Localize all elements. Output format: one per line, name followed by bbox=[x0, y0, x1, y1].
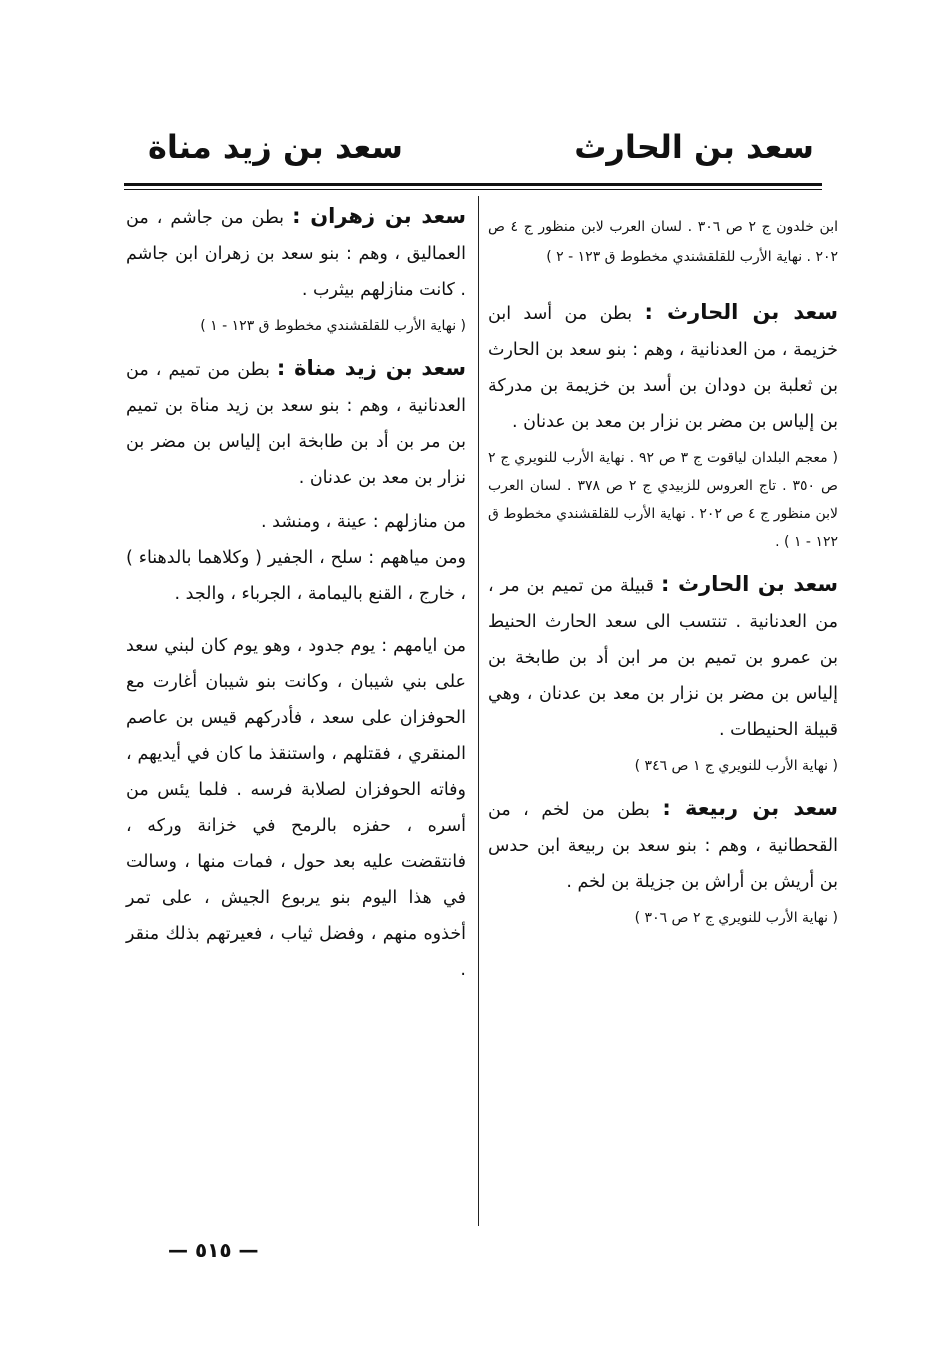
entry-paragraph-waters: ومن مياههم : سلح ، الجفير ( وكلاهما بالدهناء ) ، خارج ، القنع باليمامة ، الجرباء ، والجد . bbox=[126, 548, 466, 604]
entry-body: قبيلة من تميم بن مر ، من العدنانية . تنتسب الى سعد الحارث الحنيط بن عمرو بن تميم بن مر ابن أد بن طابخة بن إلياس بن مضر بن نزار بن معد بن عدنان ، وهي قبيلة الحنيطات . bbox=[488, 576, 838, 740]
entry-saad-ibn-rabia bbox=[488, 790, 838, 932]
entry-source: ( نهاية الأرب للقلقشندي مخطوط ق ١٢٣ - ١ ) bbox=[200, 318, 466, 334]
entry-source: ( نهاية الأرب للنويري ج ١ ص ٣٤٦ ) bbox=[634, 758, 838, 774]
header-rule bbox=[124, 183, 822, 186]
page-number: — ٥١٥ — bbox=[168, 1238, 259, 1262]
header-left-title: سعد بن زيد مناة bbox=[148, 128, 403, 166]
entry-saad-ibn-zayd-manat bbox=[126, 350, 466, 988]
entry-heading: سعد بن زهران : bbox=[292, 204, 466, 228]
entry-body: بطن من لخم ، من القحطانية ، وهم : بنو سعد بن ربيعة ابن حدس بن أريش بن أراش بن جزيلة بن لخم . bbox=[488, 800, 838, 892]
entry-paragraph-days: من ايامهم : يوم جدود ، وهو يوم كان لبني سعد على بني شيبان ، وكانت بنو شيبان أغارت مع الحوفزان على سعد ، فأدركهم قيس بن عاصم المنقري ، فقتلهم ، واستنقذ ما كان في أيديهم ، وفاته الحوفزان لصلابة فرسه . فلما يئس من أسره ، حفزه بالرمح في خزانة وركه ، فانتقضت عليه بعد حول ، فمات منها ، وسالت في هذا اليوم بنو يربوع الجيش ، على تمر أخذوه منهم ، وفضل ثياب ، فعيرتهم بذلك منقر . bbox=[126, 636, 466, 980]
entry-paragraph-dwellings: من منازلهم : عينة ، ومنشد . bbox=[261, 512, 466, 532]
entry-saad-ibn-zahran bbox=[126, 198, 466, 340]
header-rule-thin bbox=[124, 189, 822, 190]
header-right-title: سعد بن الحارث bbox=[574, 128, 814, 166]
entry-source: ( نهاية الأرب للنويري ج ٢ ص ٣٠٦ ) bbox=[634, 910, 838, 926]
entry-saad-ibn-al-harith-1 bbox=[488, 294, 838, 556]
right-column bbox=[488, 198, 838, 942]
entry-source: ( معجم البلدان لياقوت ج ٣ ص ٩٢ . نهاية الأرب للنويري ج ٢ ص ٣٥٠ . تاج العروس للزبيدي ج ٢ ص ٣٧٨ . لسان العرب لابن منظور ج ٤ ص ٢٠٢ . نهاية الأرب للقلقشندي مخطوط ق ١٢٢ - ١ ) . bbox=[488, 450, 838, 550]
entry-body: بطن من تميم ، من العدنانية ، وهم : بنو سعد بن زيد مناة بن تميم بن مر بن أد بن طابخة ابن إلياس بن مضر بن نزار بن معد بن عدنان . bbox=[126, 360, 466, 488]
entry-saad-ibn-al-harith-2 bbox=[488, 566, 838, 780]
continuation-source: ابن خلدون ج ٢ ص ٣٠٦ . لسان العرب لابن منظور ج ٤ ص ٢٠٢ . نهاية الأرب للقلقشندي مخطوط ق ١٢٣ - ٢ ) bbox=[488, 219, 838, 265]
entry-heading: سعد بن الحارث : bbox=[660, 572, 838, 596]
column-divider bbox=[478, 196, 479, 1226]
left-column bbox=[126, 198, 466, 998]
entry-body: بطن من أسد ابن خزيمة ، من العدنانية ، وهم : بنو سعد بن الحارث بن ثعلبة بن دودان بن أسد بن خزيمة بن مدركة بن إلياس بن مضر بن نزار بن معد بن عدنان . bbox=[488, 304, 838, 432]
entry-body: بطن من جاشم ، من العماليق ، وهم : بنو سعد بن زهران ابن جاشم . كانت منازلهم بيثرب . bbox=[126, 208, 466, 300]
entry-heading: سعد بن ربيعة : bbox=[662, 796, 838, 820]
entry-heading: سعد بن زيد مناة : bbox=[276, 356, 466, 380]
entry-heading: سعد بن الحارث : bbox=[644, 300, 838, 324]
